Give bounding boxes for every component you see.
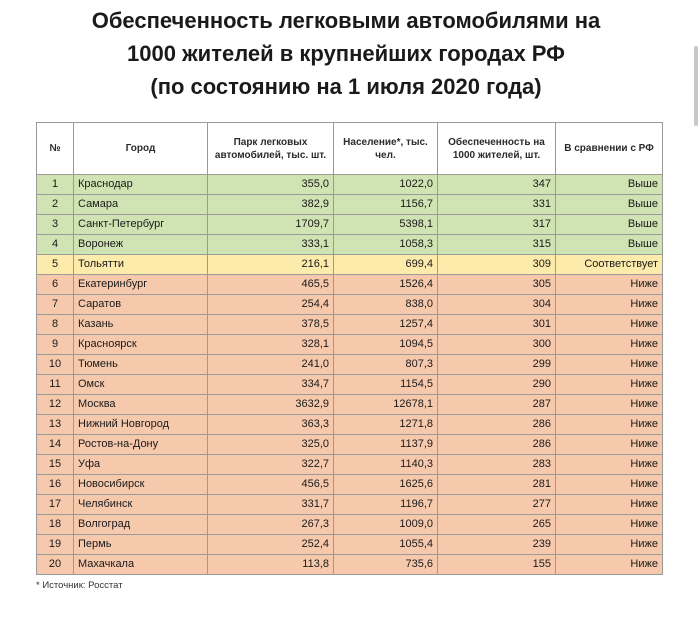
cell-city: Нижний Новгород xyxy=(74,415,208,435)
cell-cars: 334,7 xyxy=(208,375,334,395)
cell-num: 15 xyxy=(37,455,74,475)
cell-population: 1156,7 xyxy=(334,195,438,215)
cell-compare: Ниже xyxy=(556,415,663,435)
cell-num: 13 xyxy=(37,415,74,435)
table-row xyxy=(37,275,663,295)
cell-compare: Выше xyxy=(556,195,663,215)
stats-table xyxy=(36,122,663,575)
cell-per1000: 277 xyxy=(438,495,556,515)
header-city: Город xyxy=(74,123,208,175)
cell-num: 2 xyxy=(37,195,74,215)
cell-population: 807,3 xyxy=(334,355,438,375)
cell-per1000: 331 xyxy=(438,195,556,215)
cell-population: 1055,4 xyxy=(334,535,438,555)
header-compare: В сравнении с РФ xyxy=(556,123,663,175)
cell-compare: Ниже xyxy=(556,475,663,495)
title-line-2: 1000 жителей в крупнейших городах РФ xyxy=(127,41,565,66)
cell-population: 1625,6 xyxy=(334,475,438,495)
cell-cars: 241,0 xyxy=(208,355,334,375)
table-row xyxy=(37,195,663,215)
cell-city: Красноярск xyxy=(74,335,208,355)
table-row xyxy=(37,395,663,415)
cell-per1000: 286 xyxy=(438,435,556,455)
cell-per1000: 300 xyxy=(438,335,556,355)
cell-num: 18 xyxy=(37,515,74,535)
cell-num: 6 xyxy=(37,275,74,295)
source-note: * Источник: Росстат xyxy=(36,580,123,591)
cell-population: 1058,3 xyxy=(334,235,438,255)
cell-compare: Ниже xyxy=(556,375,663,395)
cell-cars: 378,5 xyxy=(208,315,334,335)
table-row xyxy=(37,495,663,515)
cell-num: 3 xyxy=(37,215,74,235)
header-num: № xyxy=(37,123,74,175)
cell-compare: Ниже xyxy=(556,435,663,455)
cell-num: 1 xyxy=(37,175,74,195)
cell-population: 1094,5 xyxy=(334,335,438,355)
cell-compare: Ниже xyxy=(556,355,663,375)
cell-population: 1137,9 xyxy=(334,435,438,455)
cell-per1000: 305 xyxy=(438,275,556,295)
cell-population: 1022,0 xyxy=(334,175,438,195)
cell-compare: Ниже xyxy=(556,275,663,295)
cell-per1000: 304 xyxy=(438,295,556,315)
cell-per1000: 281 xyxy=(438,475,556,495)
cell-compare: Ниже xyxy=(556,395,663,415)
cell-city: Пермь xyxy=(74,535,208,555)
cell-city: Воронеж xyxy=(74,235,208,255)
cell-city: Махачкала xyxy=(74,555,208,575)
scrollbar[interactable] xyxy=(694,46,698,126)
cell-compare: Выше xyxy=(556,235,663,255)
cell-cars: 331,7 xyxy=(208,495,334,515)
page-title xyxy=(0,4,692,103)
cell-per1000: 283 xyxy=(438,455,556,475)
cell-per1000: 265 xyxy=(438,515,556,535)
table-row xyxy=(37,335,663,355)
cell-num: 12 xyxy=(37,395,74,415)
table-row xyxy=(37,475,663,495)
table-row xyxy=(37,555,663,575)
table-body xyxy=(37,175,663,575)
cell-num: 9 xyxy=(37,335,74,355)
cell-population: 735,6 xyxy=(334,555,438,575)
table-row xyxy=(37,175,663,195)
cell-compare: Ниже xyxy=(556,315,663,335)
cell-num: 8 xyxy=(37,315,74,335)
cell-city: Уфа xyxy=(74,455,208,475)
cell-population: 1271,8 xyxy=(334,415,438,435)
cell-per1000: 155 xyxy=(438,555,556,575)
cell-cars: 3632,9 xyxy=(208,395,334,415)
cell-city: Челябинск xyxy=(74,495,208,515)
cell-per1000: 309 xyxy=(438,255,556,275)
cell-compare: Выше xyxy=(556,215,663,235)
cell-compare: Ниже xyxy=(556,335,663,355)
header-per1000: Обеспеченность на 1000 жителей, шт. xyxy=(438,123,556,175)
cell-num: 4 xyxy=(37,235,74,255)
cell-cars: 328,1 xyxy=(208,335,334,355)
cell-cars: 322,7 xyxy=(208,455,334,475)
cell-compare: Ниже xyxy=(556,495,663,515)
cell-num: 16 xyxy=(37,475,74,495)
cell-num: 19 xyxy=(37,535,74,555)
cell-city: Санкт-Петербург xyxy=(74,215,208,235)
cell-cars: 113,8 xyxy=(208,555,334,575)
cell-per1000: 287 xyxy=(438,395,556,415)
cell-cars: 325,0 xyxy=(208,435,334,455)
cell-num: 14 xyxy=(37,435,74,455)
cell-cars: 363,3 xyxy=(208,415,334,435)
cell-cars: 254,4 xyxy=(208,295,334,315)
cell-compare: Ниже xyxy=(556,555,663,575)
cell-num: 7 xyxy=(37,295,74,315)
table-row xyxy=(37,295,663,315)
title-line-1: Обеспеченность легковыми автомобилями на xyxy=(91,8,601,33)
table-row xyxy=(37,235,663,255)
table-row xyxy=(37,315,663,335)
table-row xyxy=(37,515,663,535)
table-row xyxy=(37,375,663,395)
cell-cars: 382,9 xyxy=(208,195,334,215)
table-row xyxy=(37,435,663,455)
cell-city: Саратов xyxy=(74,295,208,315)
cell-population: 1154,5 xyxy=(334,375,438,395)
header-cars: Парк легковых автомобилей, тыс. шт. xyxy=(208,123,334,175)
cell-city: Тольятти xyxy=(74,255,208,275)
cell-city: Екатеринбург xyxy=(74,275,208,295)
cell-per1000: 317 xyxy=(438,215,556,235)
cell-city: Самара xyxy=(74,195,208,215)
cell-city: Ростов-на-Дону xyxy=(74,435,208,455)
cell-per1000: 239 xyxy=(438,535,556,555)
cell-per1000: 299 xyxy=(438,355,556,375)
cell-population: 838,0 xyxy=(334,295,438,315)
cell-per1000: 301 xyxy=(438,315,556,335)
cell-per1000: 286 xyxy=(438,415,556,435)
cell-compare: Ниже xyxy=(556,295,663,315)
cell-cars: 333,1 xyxy=(208,235,334,255)
table-row xyxy=(37,255,663,275)
cell-cars: 267,3 xyxy=(208,515,334,535)
title-line-3: (по состоянию на 1 июля 2020 года) xyxy=(150,74,542,99)
cell-num: 17 xyxy=(37,495,74,515)
cell-city: Омск xyxy=(74,375,208,395)
cell-city: Тюмень xyxy=(74,355,208,375)
cell-city: Новосибирск xyxy=(74,475,208,495)
cell-compare: Выше xyxy=(556,175,663,195)
cell-population: 1196,7 xyxy=(334,495,438,515)
header-population: Население*, тыс. чел. xyxy=(334,123,438,175)
table-row xyxy=(37,415,663,435)
cell-per1000: 347 xyxy=(438,175,556,195)
cell-cars: 216,1 xyxy=(208,255,334,275)
cell-num: 10 xyxy=(37,355,74,375)
cell-cars: 456,5 xyxy=(208,475,334,495)
cell-per1000: 315 xyxy=(438,235,556,255)
cell-city: Волгоград xyxy=(74,515,208,535)
cell-cars: 252,4 xyxy=(208,535,334,555)
cell-population: 1140,3 xyxy=(334,455,438,475)
cell-per1000: 290 xyxy=(438,375,556,395)
cell-city: Москва xyxy=(74,395,208,415)
cell-num: 5 xyxy=(37,255,74,275)
cell-compare: Ниже xyxy=(556,535,663,555)
cell-cars: 355,0 xyxy=(208,175,334,195)
cell-population: 699,4 xyxy=(334,255,438,275)
cell-population: 12678,1 xyxy=(334,395,438,415)
table-row xyxy=(37,535,663,555)
cell-city: Краснодар xyxy=(74,175,208,195)
cell-population: 5398,1 xyxy=(334,215,438,235)
table-row xyxy=(37,355,663,375)
cell-num: 20 xyxy=(37,555,74,575)
cell-population: 1526,4 xyxy=(334,275,438,295)
table-header-row xyxy=(37,123,663,175)
table-row xyxy=(37,215,663,235)
cell-compare: Ниже xyxy=(556,455,663,475)
cell-compare: Ниже xyxy=(556,515,663,535)
cell-cars: 465,5 xyxy=(208,275,334,295)
table-row xyxy=(37,455,663,475)
cell-city: Казань xyxy=(74,315,208,335)
cell-compare: Соответствует xyxy=(556,255,663,275)
cell-cars: 1709,7 xyxy=(208,215,334,235)
cell-population: 1257,4 xyxy=(334,315,438,335)
cell-num: 11 xyxy=(37,375,74,395)
cell-population: 1009,0 xyxy=(334,515,438,535)
